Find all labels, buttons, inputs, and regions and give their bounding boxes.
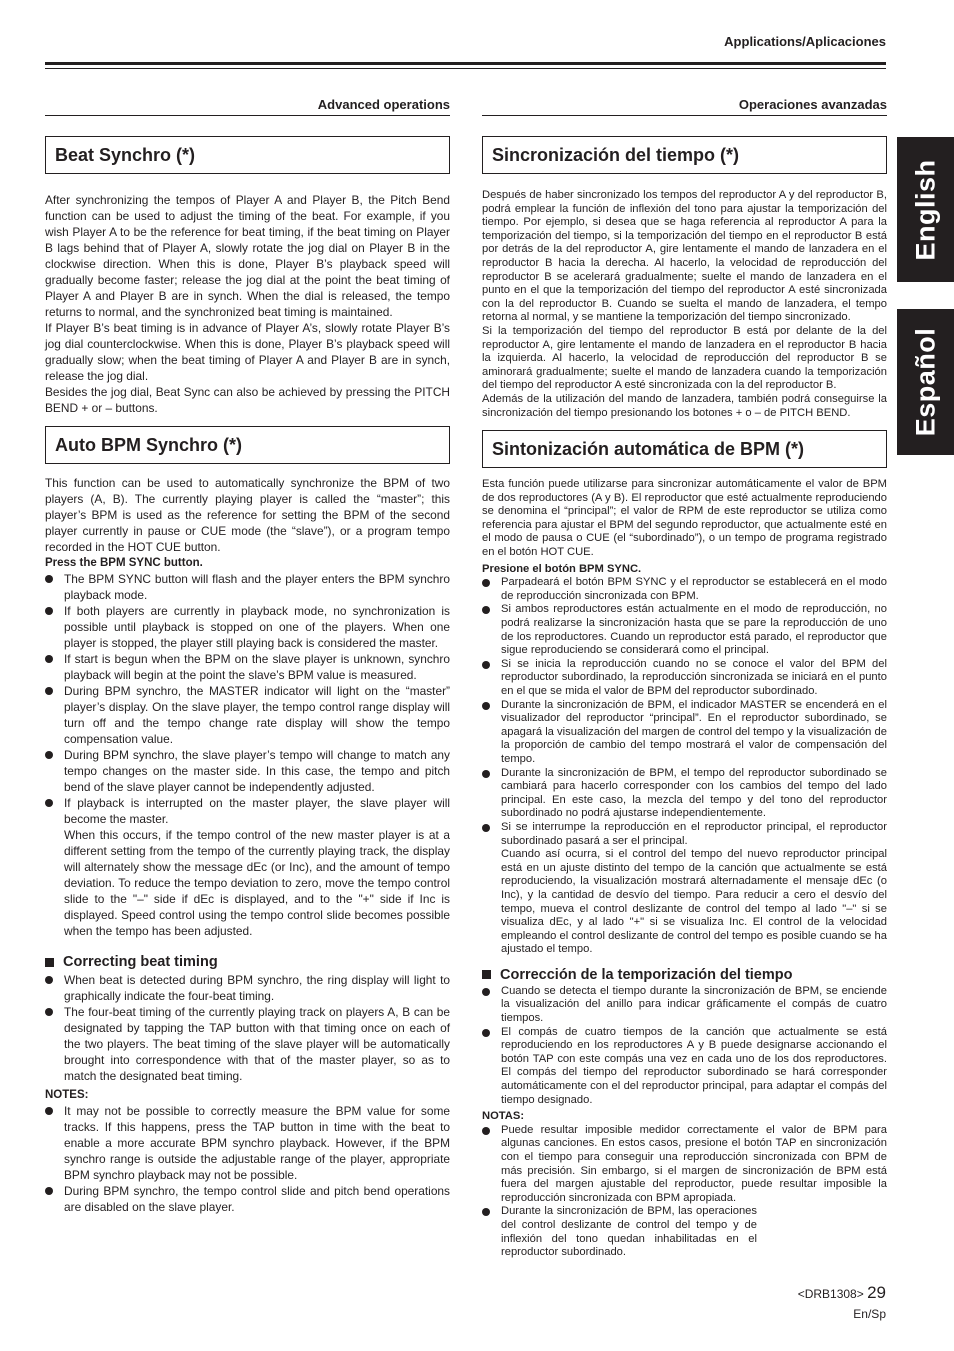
- correccion-body: [482, 985, 887, 1260]
- tab-english-label: English: [910, 158, 940, 261]
- paragraph: After synchronizing the tempos of Player A and Player B, the Pitch Bend function can be used to adjust the timing of the beat. For example, if you wish Player A to be the reference for beat timing, if the beat timing on Player B lags behind that of Player A, slowly rotate the jog dial on Player B in the clockwise direction. When this is done, Player B’s playback speed will gradually become faster; release the jog dial at the point the beat timing of Player A and Player B are in synch. When the dial is released, the tempo returns to normal, and the synchronized beat timing is maintained.: [45, 193, 450, 319]
- notes-label: NOTAS:: [482, 1110, 525, 1123]
- bullet-continuation: Cuando así ocurra, si el control del tempo del nuevo reproductor principal está en un ajuste distinto del tempo de la canción que actualmente se está reproduciendo, la visualización mostrará alternadamente el mensaje dEc (o Inc), y la cantidad de desvío del tiempo. Para reducir a cero el desvío del tempo, mueva el control deslizante de control del tempo al lado "–" si se visualiza dEc, y al lado "+" si se visualiza Inc. El control de la velocidad empleando el control deslizante de control del tempo es posible cuando se ha ajustado el tempo.: [501, 848, 887, 956]
- bullet-icon: [482, 702, 490, 710]
- bullet-icon: [45, 1008, 53, 1016]
- sintonizacion-body: [482, 478, 887, 957]
- notes-label: NOTES:: [45, 1089, 89, 1101]
- bullet-icon: [45, 751, 53, 759]
- instruction-label: Press the BPM SYNC button.: [45, 557, 203, 569]
- auto-bpm-body: [45, 475, 450, 939]
- page-number: [798, 1283, 886, 1303]
- bullet-icon: [482, 1029, 490, 1037]
- bullet-icon: [482, 1127, 490, 1135]
- spanish-column: [482, 97, 887, 1260]
- list-item: When beat is detected during BPM synchro, the ring display will light to graphically indicate the four-beat timing.: [45, 972, 450, 1004]
- list-item: Durante la sincronización de BPM, las operaciones del control deslizante de control del tempo y de inflexión del tono quedan inhabilitadas en el reproductor subordinado.: [482, 1205, 887, 1259]
- list-item: Puede resultar imposible medidor correctamente el valor de BPM para algunas canciones. En estos casos, presione el botón TAP en sincronización con el tiempo para conseguir una reproducción sincronizada con BPM de más precisión. Sin embargo, si el margen de sincronización de BPM está fuera del margen ajustable del reproductor, puede resultar imposible la reproducción sincronizada con BPM apropiada.: [482, 1124, 887, 1206]
- section-label: Advanced operations: [45, 97, 450, 116]
- list-item: It may not be possible to correctly measure the BPM value for some tracks. If this happens, press the TAP button in time with the beat to enable a more accurate BPM synchro playback. However, if the BPM synchro range is outside the adjustable range of the player, appropriate BPM synchro playback may not be possible.: [45, 1103, 450, 1183]
- tab-espanol-label: Español: [910, 327, 940, 437]
- bullet-icon: [482, 661, 490, 669]
- bullet-icon: [45, 1187, 53, 1195]
- paragraph: Si la temporización del tiempo del reproductor B está por delante de la del reproductor A, gire lentamente el mando de lanzadera en el reproductor B hacia la izquierda. Al hacerlo, la velocidad de reproducción del reproductor B se aminorará gradualmente; suelte el mando de lanzadera cuando la temporización del tiempo del reproductor A esté sincronizada con la del reproductor B.: [482, 324, 887, 392]
- list-item: El compás de cuatro tiempos de la canción que actualmente se está reproduciendo en los reproductores A y B puede designarse accionando el botón TAP con este compás una vez en cada uno de los dos reproductores. El compás del tiempo del reproductor subordinado se hará corresponder automáticamente con el del reproductor principal, para adaptar el compás del tiempo designado.: [482, 1026, 887, 1108]
- list-item: Si ambos reproductores están actualmente en el modo de reproducción, no podrá realizarse la sincronización hasta que se pare la reproducción de uno de los reproductores. Cuando un reproductor está parado, el reproductor que sigue reproduciendo se considerará como el principal.: [482, 603, 887, 657]
- bullet-icon: [482, 579, 490, 587]
- section-label: Operaciones avanzadas: [482, 97, 887, 116]
- bullet-list: [482, 576, 887, 957]
- bullet-continuation: When this occurs, if the tempo control of the new master player is at a different setting from the tempo of the currently playing track, the display will alternately show the message dEc (or Inc), and the amount of tempo deviation. To reduce the tempo deviation to zero, move the tempo control slide to the "–" side if dEc is displayed, and to the "+" side if Inc is displayed. Speed control using the tempo control slide becomes possible when the tempo has been adjusted.: [64, 828, 450, 938]
- paragraph: Besides the jog dial, Beat Sync can also be achieved by pressing the PITCH BEND + or – buttons.: [45, 385, 450, 415]
- list-item: The BPM SYNC button will flash and the player enters the BPM synchro playback mode.: [45, 571, 450, 603]
- correcting-body: [45, 972, 450, 1215]
- english-column: [45, 97, 450, 1215]
- list-item: Durante la sincronización de BPM, el indicador MASTER se encenderá en el visualizador del reproductor “principal”. En el reproductor subordinado, se apagará la visualización del margen de control del tempo y la visualización de la proporción de cambio del tempo mostrará el valor de compensación del tempo.: [482, 699, 887, 767]
- paragraph: Después de haber sincronizado los tempos del reproductor A y del reproductor B, podrá emplear la función de inflexión del tono para ajustar la temporización del tiempo. Por ejemplo, si desea que se haga referencia al reproductor A para la temporización del tiempo, si la temporización del tiempo en el reproductor B está por detrás de la del reproductor A, gire lentamente el mando de lanzadera en el reproductor B hacia la derecha. Al hacerlo, la velocidad de reproducción del reproductor B se acelerará gradualmente; suelte el mando de lanzadera en el punto en el que la temporización del tiempo del reproductor A esté sincronizada con la del reproductor B. Cuando se suelta el mando de lanzadera, el tempo retorna al normal, y se mantiene la temporización del tiempo sincronizado.: [482, 189, 887, 324]
- bullet-list: [45, 571, 450, 939]
- square-bullet-icon: [45, 958, 54, 967]
- document-code: <DRB1308>: [797, 1287, 864, 1301]
- list-item: Cuando se detecta el tiempo durante la sincronización de BPM, se enciende la visualización del anillo para indicar gráficamente el compás de cuatro tiempos.: [482, 985, 887, 1026]
- bullet-list: [482, 985, 887, 1107]
- paragraph: Además de la utilización del mando de lanzadera, también podrá conseguirse la sincronización del tiempo presionando los botones + o – de PITCH BEND.: [482, 392, 887, 419]
- correcting-heading: Correcting beat timing: [45, 954, 450, 970]
- bullet-icon: [482, 988, 490, 996]
- language-code: En/Sp: [853, 1307, 886, 1321]
- beat-synchro-heading: Beat Synchro (*): [45, 136, 450, 174]
- square-bullet-icon: [482, 970, 491, 979]
- page-number-value: 29: [867, 1283, 886, 1302]
- instruction-label: Presione el botón BPM SYNC.: [482, 562, 642, 575]
- notes-list: [482, 1124, 887, 1260]
- list-item: If both players are currently in playback mode, no synchronization is possible until playback is stopped on one of the players. When one player is stopped, the player still playing back is considered the master.: [45, 603, 450, 651]
- list-item: Si se interrumpe la reproducción en el reproductor principal, el reproductor subordinado pasará a ser el principal. Cuando así ocurra, si el control del tempo del nuevo reproductor principal está en un ajuste distinto del tempo de la canción que actualmente se está reproduciendo, la visualización mostrará alternadamente el mensaje dEc (o Inc), y la cantidad de desvío del tiempo. Para reducir a cero el desvío del tempo, mueva el control deslizante de control del tempo al lado "–" si se visualiza dEc, y al lado "+" si se visualiza Inc. El control de la velocidad empleando el control deslizante de control del tempo es posible cuando se ha ajustado el tempo.: [482, 821, 887, 957]
- list-item: If playback is interrupted on the master player, the slave player will become the master. When this occurs, if the tempo control of the new master player is at a different setting from the tempo of the currently playing track, the display will alternately show the message dEc (or Inc), and the amount of tempo deviation. To reduce the tempo deviation to zero, move the tempo control slide to the "–" side if dEc is displayed, and to the "+" side if Inc is displayed. Speed control using the tempo control slide becomes possible when the tempo has been adjusted.: [45, 795, 450, 939]
- list-item: The four-beat timing of the currently playing track on players A, B can be designated by tapping the TAP button with that timing once on each of the two players. The beat timing of the slave player will be automatically brought into correspondence with that of the master player, so as to match the designated beat timing.: [45, 1004, 450, 1084]
- bullet-icon: [45, 655, 53, 663]
- sintonizacion-heading: Sintonización automática de BPM (*): [482, 430, 887, 468]
- bullet-icon: [45, 607, 53, 615]
- bullet-icon: [482, 606, 490, 614]
- correccion-heading: Corrección de la temporización del tiempo: [482, 967, 887, 983]
- beat-synchro-body: [45, 192, 450, 416]
- paragraph: If Player B’s beat timing is in advance of Player A’s, slowly rotate Player B’s jog dial counterclockwise. When this is done, Player B’s playback speed will gradually slow; when the beat timing of Player A and Player B are in synch, release the jog dial.: [45, 321, 450, 383]
- bullet-list: [45, 972, 450, 1084]
- bullet-icon: [45, 687, 53, 695]
- header-rule: [45, 62, 886, 65]
- list-item: Si se inicia la reproducción cuando no se conoce el valor del BPM del reproductor subordinado, la reproducción sincronizada se iniciará en el punto en el que se mida el valor de BPM del reproductor subordinado.: [482, 658, 887, 699]
- list-item: During BPM synchro, the tempo control slide and pitch bend operations are disabled on the slave player.: [45, 1183, 450, 1215]
- bullet-icon: [482, 1208, 490, 1216]
- list-item: Durante la sincronización de BPM, el tempo del reproductor subordinado se cambiará para hacerlo corresponder con los cambios del tempo del lado principal. En este caso, la mezcla del tempo y del tono del reproductor subordinado no podrá ajustarse independientemente.: [482, 767, 887, 821]
- bullet-icon: [482, 770, 490, 778]
- tab-english[interactable]: [897, 137, 954, 282]
- sincronizacion-heading: Sincronización del tiempo (*): [482, 136, 887, 174]
- paragraph: This function can be used to automatically synchronize the BPM of two players (A, B). The currently playing player is called the “master”; this player’s BPM is used as the reference for setting the BPM of the second player currently in pause or CUE mode (the “slave”), or a program tempo recorded in the HOT CUE button.: [45, 476, 450, 554]
- header-rule-thin: [45, 68, 886, 69]
- list-item: Parpadeará el botón BPM SYNC y el reproductor se establecerá en el modo de reproducción sincronizada con BPM.: [482, 576, 887, 603]
- page-header: Applications/Aplicaciones: [724, 34, 886, 49]
- paragraph: Esta función puede utilizarse para sincronizar automáticamente el valor de BPM de dos reproductores (A y B). El reproductor que esté actualmente reproduciendo se denomina el “principal”; el valor de RPM de este reproductor se utiliza como referencia para ajustar el BPM del segundo reproductor, que actualmente esté en el modo de pausa o CUE (el “subordinado”), o un tempo de programa registrado en el botón HOT CUE.: [482, 478, 887, 559]
- list-item: If start is begun when the BPM on the slave player is unknown, synchro playback will begin at the point the slave’s BPM value is measured.: [45, 651, 450, 683]
- bullet-icon: [45, 976, 53, 984]
- sincronizacion-body: [482, 189, 887, 420]
- tab-espanol[interactable]: [897, 309, 954, 455]
- bullet-icon: [45, 1107, 53, 1115]
- bullet-icon: [482, 824, 490, 832]
- bullet-icon: [45, 799, 53, 807]
- list-item: During BPM synchro, the slave player’s tempo will change to match any tempo changes on the master side. In this case, the tempo and pitch bend of the slave player cannot be independently adjusted.: [45, 747, 450, 795]
- list-item: During BPM synchro, the MASTER indicator will light on the “master” player’s display. On the slave player, the tempo control range display will turn off and the tempo change rate display will show the tempo compensation value.: [45, 683, 450, 747]
- notes-list: [45, 1103, 450, 1215]
- auto-bpm-heading: Auto BPM Synchro (*): [45, 426, 450, 464]
- bullet-icon: [45, 575, 53, 583]
